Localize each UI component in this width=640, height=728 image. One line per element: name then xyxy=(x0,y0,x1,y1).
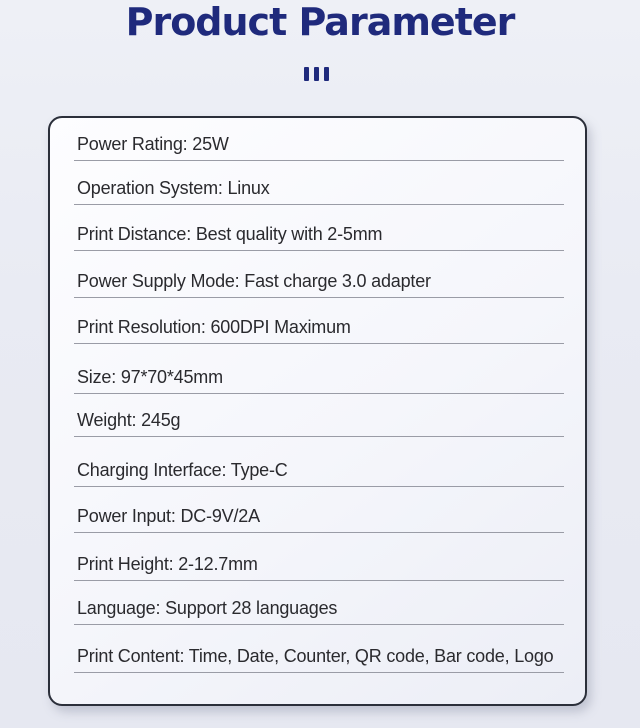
divider-bar xyxy=(314,67,319,81)
parameter-row xyxy=(74,312,564,344)
parameter-row xyxy=(74,501,564,533)
parameter-row xyxy=(74,641,564,673)
parameter-row xyxy=(74,549,564,581)
parameter-row xyxy=(74,362,564,394)
divider-bar xyxy=(304,67,309,81)
parameter-row xyxy=(74,593,564,625)
parameter-row xyxy=(74,455,564,487)
parameter-row xyxy=(74,266,564,298)
parameter-text: Operation System: Linux xyxy=(77,178,270,198)
parameter-text: Power Input: DC-9V/2A xyxy=(77,506,260,526)
parameter-card xyxy=(48,116,587,706)
page-title: Product Parameter xyxy=(125,0,515,44)
decorative-divider xyxy=(304,67,329,81)
parameter-row xyxy=(74,129,564,161)
parameter-text: Size: 97*70*45mm xyxy=(77,367,223,387)
parameter-row xyxy=(74,219,564,251)
divider-bar xyxy=(324,67,329,81)
parameter-row xyxy=(74,405,564,437)
parameter-text: Language: Support 28 languages xyxy=(77,598,338,618)
parameter-text: Print Content: Time, Date, Counter, QR code, Bar code, Logo xyxy=(77,646,554,666)
parameter-text: Weight: 245g xyxy=(77,410,181,430)
parameter-text: Power Supply Mode: Fast charge 3.0 adapter xyxy=(77,271,431,291)
parameter-text: Power Rating: 25W xyxy=(77,134,229,154)
parameter-text: Print Resolution: 600DPI Maximum xyxy=(77,317,351,337)
parameter-text: Print Height: 2-12.7mm xyxy=(77,554,258,574)
parameter-row xyxy=(74,173,564,205)
parameter-text: Charging Interface: Type-C xyxy=(77,460,288,480)
parameter-text: Print Distance: Best quality with 2-5mm xyxy=(77,224,383,244)
